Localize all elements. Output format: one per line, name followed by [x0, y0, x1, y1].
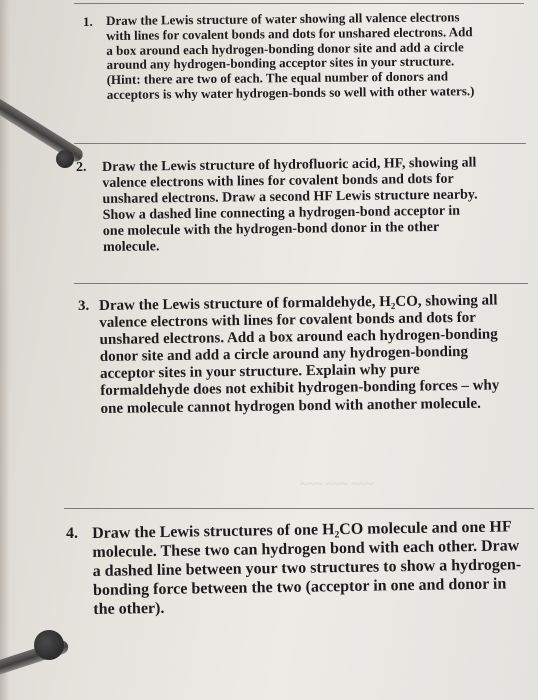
- question-4-number: 4.: [66, 525, 78, 542]
- pen-top-tip-icon: [56, 150, 74, 168]
- bleed-through-text: ~~~ ~~~ ~~~: [300, 476, 374, 491]
- top-rule: [74, 3, 524, 4]
- rule-3: [64, 508, 534, 509]
- question-1-number: 1.: [83, 14, 93, 29]
- rule-1: [74, 143, 526, 144]
- question-3-text: Draw the Lewis structure of formaldehyde, H₂CO, showing all valence electrons with lines for covalent bonds and dots for unshared electrons. Add a box around each hydrogen-bonding donor site and add a circle around any hydrogen-bonding acceptor sites in your structure. Explain why pure formaldehyde does not exhibit hydrogen-bonding forces – why one molecule cannot hydrogen bond with another molecule.: [99, 292, 500, 417]
- pen-bottom-tip-icon: [34, 630, 64, 660]
- rule-2: [74, 283, 528, 284]
- question-3-number: 3.: [78, 298, 90, 314]
- question-2-text: Draw the Lewis structure of hydrofluoric acid, HF, showing all valence electrons with lines for covalent bonds and dots for unshared electrons. Draw a second HF Lewis structure nearby. Show a dashed line connecting a hydrogen-bond acceptor in one molecule with the hydrogen-bond donor in the other molecule.: [102, 155, 478, 255]
- question-1-text: Draw the Lewis structure of water showing all valence electrons with lines for covalent bonds and dots for unshared electrons. Add a box around each hydrogen-bonding donor site and add a circle around any hydrogen-bonding acceptor sites in your structure. (Hint: there are two of each. The equal number of donors and acceptors is why water hydrogen-bonds so well with other waters.): [105, 9, 475, 103]
- question-4-text: Draw the Lewis structures of one H₂CO molecule and one HF molecule. These two can hydrogen bond with each other. Draw a dashed line between your two structures to show a hydrogen-bonding force between the two (acceptor in one and donor in the other).: [92, 518, 522, 618]
- question-2-number: 2.: [76, 160, 87, 175]
